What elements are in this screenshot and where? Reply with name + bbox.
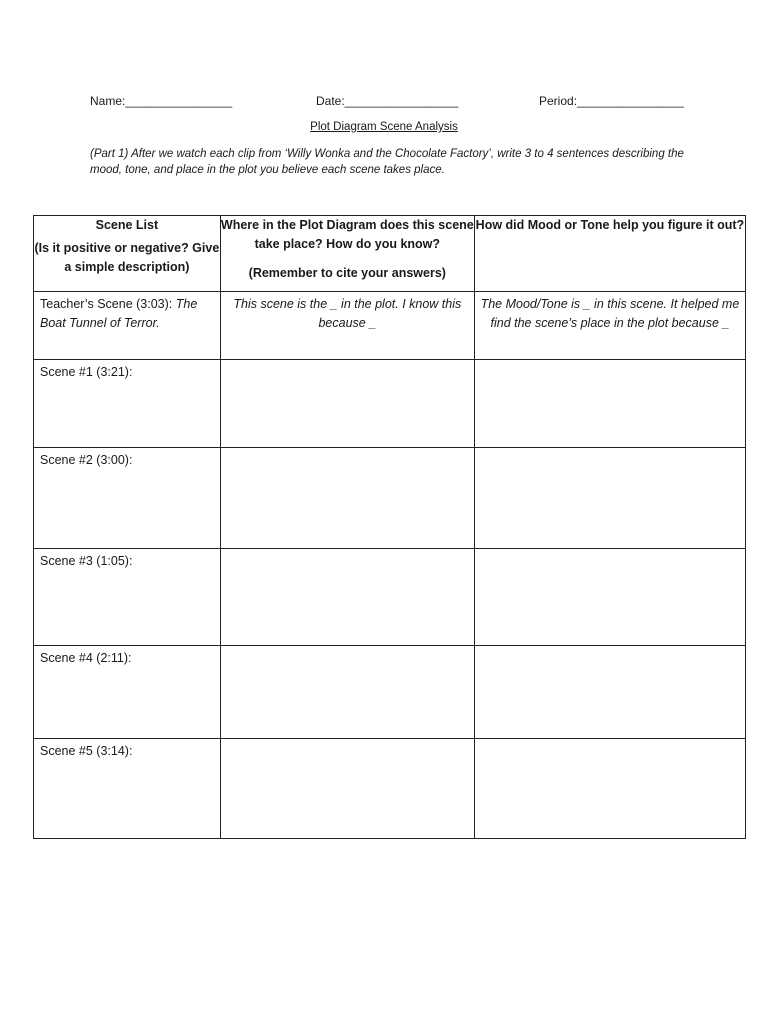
header-mood-tone-title: How did Mood or Tone help you figure it out?	[475, 218, 745, 232]
scene-label: Scene #1 (3:21):	[34, 360, 221, 448]
example-scene-cell	[34, 292, 221, 360]
example-row	[34, 292, 746, 360]
table-row	[34, 739, 746, 839]
mood-answer-cell[interactable]	[474, 739, 745, 839]
header-plot-diagram	[220, 216, 474, 292]
plot-answer-cell[interactable]	[220, 360, 474, 448]
scene-label: Scene #4 (2:11):	[34, 646, 221, 739]
period-field[interactable]: Period:________________	[539, 94, 684, 108]
header-fields	[0, 94, 768, 110]
example-plot-cell: This scene is the _ in the plot. I know this because _	[220, 292, 474, 360]
scene-analysis-table	[33, 215, 746, 839]
header-scene-list-title: Scene List	[95, 218, 159, 232]
date-field[interactable]: Date:_________________	[316, 94, 459, 108]
mood-answer-cell[interactable]	[474, 549, 745, 646]
scene-label: Scene #2 (3:00):	[34, 448, 221, 549]
header-scene-list-subtitle: (Is it positive or negative? Give a simple description)	[34, 241, 220, 274]
name-field[interactable]: Name:________________	[90, 94, 233, 108]
example-mood-cell: The Mood/Tone is _ in this scene. It helped me find the scene’s place in the plot because _	[474, 292, 745, 360]
table-row	[34, 549, 746, 646]
example-scene-label: Teacher’s Scene (3:03):	[40, 297, 176, 311]
table-row	[34, 360, 746, 448]
plot-answer-cell[interactable]	[220, 549, 474, 646]
mood-answer-cell[interactable]	[474, 646, 745, 739]
plot-answer-cell[interactable]	[220, 646, 474, 739]
scene-label: Scene #3 (1:05):	[34, 549, 221, 646]
mood-answer-cell[interactable]	[474, 448, 745, 549]
table-row	[34, 646, 746, 739]
instructions-text: (Part 1) After we watch each clip from ‘Willy Wonka and the Chocolate Factory’, write 3 to 4 sentences describing the mood, tone, and place in the plot you believe each scene takes place.	[90, 148, 684, 176]
header-plot-diagram-title: Where in the Plot Diagram does this scene take place? How do you know?	[220, 218, 474, 251]
mood-answer-cell[interactable]	[474, 360, 745, 448]
example-scene-title: The Boat Tunnel of Terror.	[40, 297, 198, 330]
header-plot-diagram-subtitle: (Remember to cite your answers)	[248, 266, 446, 280]
plot-answer-cell[interactable]	[220, 739, 474, 839]
header-scene-list	[34, 216, 221, 292]
table-row	[34, 448, 746, 549]
plot-answer-cell[interactable]	[220, 448, 474, 549]
table-header-row	[34, 216, 746, 292]
scene-label: Scene #5 (3:14):	[34, 739, 221, 839]
page-title: Plot Diagram Scene Analysis	[310, 121, 458, 133]
header-mood-tone	[474, 216, 745, 292]
